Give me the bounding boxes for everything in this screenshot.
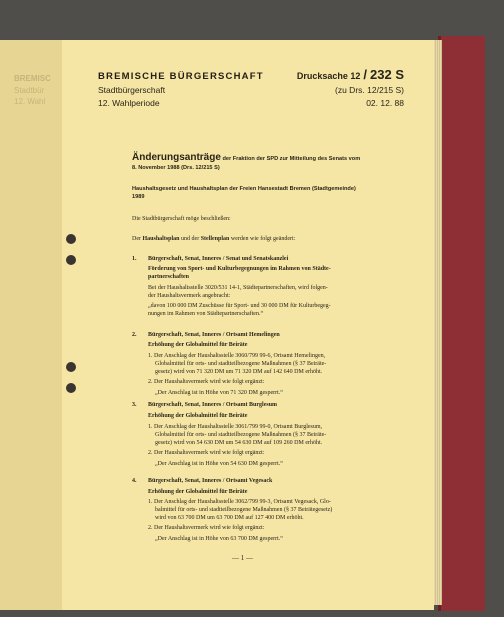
- section-line: Globalmittel für orts- und stadtteilbezogene Maßnahmen (§ 37 Beiräte-: [155, 432, 327, 438]
- punch-hole: [66, 362, 76, 372]
- body-name: Stadtbürgerschaft: [98, 85, 166, 95]
- section-line: 2. Der Haushaltsvermerk wird wie folgt ergänzt:: [148, 379, 265, 385]
- subject-line1: Haushaltsgesetz und Haushaltsplan der Freien Hansestadt Bremen (Stadtgemeinde): [132, 186, 356, 192]
- section-number: 4.: [132, 478, 137, 484]
- punch-hole: [66, 255, 76, 265]
- ghost-text: 12. Wahl: [14, 97, 46, 106]
- doc-date: 02. 12. 88: [366, 98, 404, 108]
- section-line: balmittel für orts- und stadtteilbezogene Maßnahmen (§ 37 Beirätegesetz): [155, 507, 333, 513]
- punch-hole: [66, 383, 76, 393]
- org-name: BREMISCHE BÜRGERSCHAFT: [98, 71, 264, 82]
- section-subheading: Förderung von Sport- und Kulturbegegnungen im Rahmen von Städte-: [148, 266, 331, 272]
- ghost-text: Stadtbür: [14, 86, 45, 95]
- title-line1: [132, 152, 360, 163]
- section-heading: Bürgerschaft, Senat, Inneres / Senat und Senatskanzlei: [148, 256, 289, 262]
- section-number: 1.: [132, 256, 137, 262]
- section-line: 1. Der Anschlag der Haushaltsstelle 3061/799 99-0, Ortsamt Burglesum,: [148, 424, 323, 430]
- doc-ref: (zu Drs. 12/215 S): [335, 85, 404, 95]
- page-number: — 1 —: [232, 554, 253, 562]
- doc-label: Drucksache 12: [296, 71, 361, 81]
- intro-text: und der: [179, 236, 201, 242]
- section-line: 2. Der Haushaltsvermerk wird wie folgt ergänzt:: [148, 525, 265, 531]
- section-line: „Der Anschlag ist in Höhe von 71 320 DM gesperrt.“: [155, 390, 283, 396]
- section-number: 2.: [132, 332, 137, 338]
- binder-cover: [438, 36, 485, 611]
- section-line: 1. Der Anschlag der Haushaltsstelle 3062/799 99-3, Ortsamt Vegesack, Glo-: [148, 499, 331, 505]
- intro-bold: Stellenplan: [200, 236, 230, 242]
- section-heading: Bürgerschaft, Senat, Inneres / Ortsamt Vegesack: [148, 478, 273, 484]
- ghost-text: BREMISC: [14, 74, 51, 83]
- section-line: „davon 100 000 DM Zuschüsse für Sport- und 30 000 DM für Kulturbegeg-: [148, 303, 331, 309]
- section-heading: Bürgerschaft, Senat, Inneres / Ortsamt Burglesum: [148, 402, 278, 408]
- punch-hole: [66, 234, 76, 244]
- intro-text: werden wie folgt geändert:: [229, 236, 296, 242]
- left-page-fragment: [0, 40, 62, 610]
- section-line: „Der Anschlag ist in Höhe von 63 700 DM gesperrt.“: [155, 536, 283, 542]
- doc-slash: /: [363, 67, 368, 82]
- section-line: der Haushaltsvermerk angebracht:: [148, 293, 231, 299]
- title-rest: der Fraktion der SPD zur Mitteilung des Senats vom: [222, 156, 361, 162]
- section-subheading: Erhöhung der Globalmittel für Beiräte: [148, 413, 248, 419]
- section-line: nungen im Rahmen von Städtepartnerschaften.“: [148, 311, 264, 317]
- title-main: Änderungsanträge: [132, 152, 221, 163]
- section-subheading: Erhöhung der Globalmittel für Beiräte: [148, 489, 248, 495]
- subject-line2: 1989: [132, 194, 145, 200]
- section-line: Globalmittel für orts- und stadtteilbezogene Maßnahmen (§ 37 Beiräte-: [155, 361, 327, 367]
- intro-text: Der: [132, 236, 143, 242]
- section-line: 1. Der Anschlag der Haushaltsstelle 3060/799 99-6, Ortsamt Hemelingen,: [148, 353, 326, 359]
- section-line: gesetz) wird von 54 630 DM um 54 630 DM auf 109 260 DM erhöht.: [155, 440, 323, 446]
- title-line2: 8. November 1988 (Drs. 12/215 S): [132, 165, 220, 171]
- section-number: 3.: [132, 402, 137, 408]
- section-line: 2. Der Haushaltsvermerk wird wie folgt ergänzt:: [148, 450, 265, 456]
- document-page: [62, 40, 434, 610]
- section-line: „Der Anschlag ist in Höhe von 54 630 DM gesperrt.“: [155, 461, 283, 467]
- section-line: gesetz) wird von 71 320 DM um 71 320 DM auf 142 640 DM erhöht.: [155, 369, 323, 375]
- intro-resolution: Die Stadtbürgerschaft möge beschließen:: [132, 216, 231, 222]
- intro-bold: Haushaltsplan: [142, 236, 180, 242]
- period: 12. Wahlperiode: [98, 98, 160, 108]
- doc-number: 232 S: [370, 67, 404, 82]
- section-subheading: partnerschaften: [148, 274, 189, 280]
- section-subheading: Erhöhung der Globalmittel für Beiräte: [148, 342, 248, 348]
- doc-number-line: [297, 67, 404, 82]
- section-heading: Bürgerschaft, Senat, Inneres / Ortsamt Hemelingen: [148, 332, 280, 338]
- section-line: wird von 63 700 DM um 63 700 DM auf 127 400 DM erhöht.: [155, 515, 304, 521]
- section-line: Bei der Haushaltsstelle 3020/531 14-1, Städtepartnerschaften, wird folgen-: [148, 285, 328, 291]
- intro-changes: [132, 236, 295, 242]
